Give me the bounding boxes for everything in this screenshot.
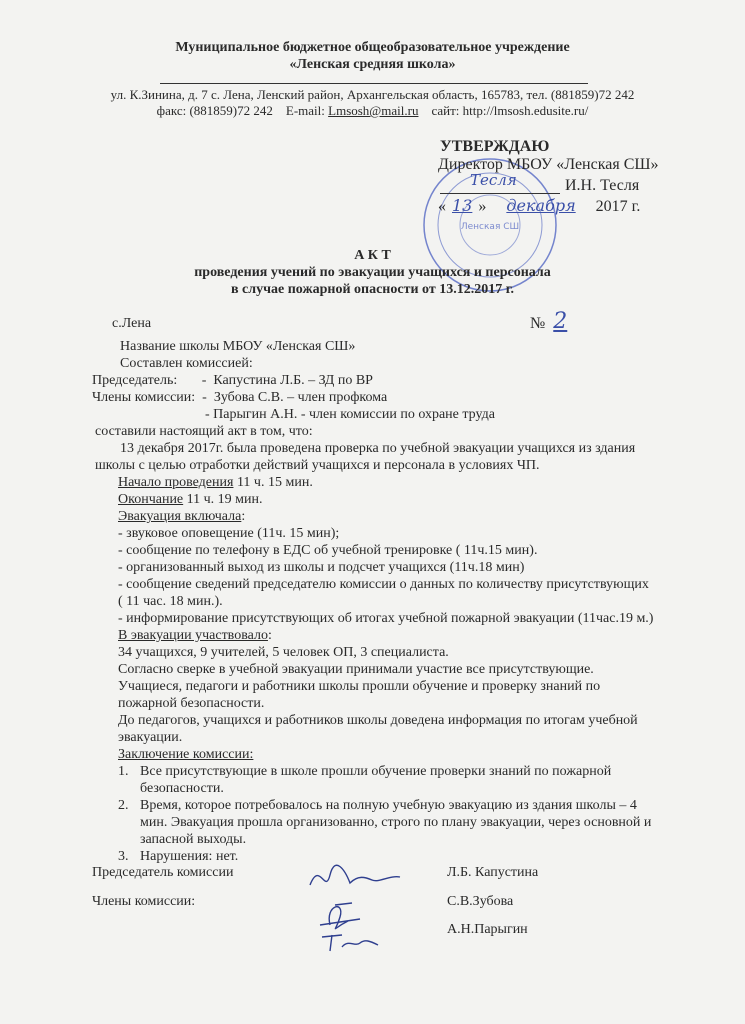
conclusion-num: 2. <box>118 798 129 813</box>
doc-number <box>530 309 581 334</box>
doc-title: А К Т <box>354 248 391 263</box>
participated-label: В эвакуации участвовало <box>118 628 268 643</box>
director-name: И.Н. Тесля <box>565 177 640 194</box>
trained-b: пожарной безопасности. <box>118 696 265 711</box>
conclusion-num: 1. <box>118 764 129 779</box>
paragraph-1b: школы с целью отработки действий учащихся и персонала в условиях ЧП. <box>95 458 540 473</box>
list-item: - информирование присутствующих об итогах учебной пожарной эвакуации (11час.19 м.) <box>118 611 654 626</box>
address: ул. К.Зинина, д. 7 с. Лена, Ленский район, Архангельская область, 165783, тел. (881859)72 242 <box>110 87 635 102</box>
place: с.Лена <box>112 316 152 331</box>
participated-colon: : <box>267 628 272 643</box>
end-time <box>118 491 263 508</box>
school-name: Название школы МБОУ «Ленская СШ» <box>120 339 356 354</box>
composed-by: Составлен комиссией: <box>120 356 253 371</box>
member-2: - Парыгин А.Н. - член комиссии по охране труда <box>205 407 495 422</box>
email-link[interactable]: Lmsosh@mail.ru <box>328 103 419 118</box>
start-time <box>118 474 313 491</box>
members-sign-label: Члены комиссии: <box>92 894 196 909</box>
quote-open: « <box>438 198 446 215</box>
check: Согласно сверке в учебной эвакуации принимали участие все присутствующие. <box>118 662 594 677</box>
composed-act: составили настоящий акт в том, что: <box>95 424 313 439</box>
conclusion-line: мин. Эвакуация прошла организованно, строго по плану эвакуации, через основной и <box>140 815 652 830</box>
header-divider <box>160 83 588 84</box>
date-year: 2017 г. <box>595 198 641 215</box>
director-signature: Тесля <box>470 171 517 189</box>
email-label: E-mail: <box>285 103 325 118</box>
participants: 34 учащихся, 9 учителей, 5 человек ОП, 3 специалиста. <box>118 645 449 660</box>
handwritten-signatures <box>300 855 410 955</box>
chair-sign-label: Председатель комиссии <box>92 865 234 880</box>
approval-title: УТВЕРЖДАЮ <box>440 138 550 155</box>
approval-date <box>438 197 640 215</box>
conclusion-line: запасной выходы. <box>140 832 247 847</box>
chairperson: Председатель: - Капустина Л.Б. – ЗД по ВР <box>92 373 373 388</box>
list-item: - организованный выход из школы и подсчет учащихся (11ч.18 мин) <box>118 560 525 575</box>
doc-subtitle-1: проведения учений по эвакуации учащихся и персонала <box>194 265 551 280</box>
conclusion-num: 3. <box>118 849 129 864</box>
date-day: 13 <box>452 196 473 215</box>
signature-line <box>440 193 560 194</box>
end-label: Окончание <box>118 492 184 507</box>
paragraph-1a: 13 декабря 2017г. была проведена проверка по учебной эвакуации учащихся из здания <box>120 441 636 456</box>
evac-colon: : <box>241 509 246 524</box>
evac-included <box>118 508 245 525</box>
contacts <box>0 102 745 119</box>
member1-sign-name: С.В.Зубова <box>447 894 514 909</box>
number-value: 2 <box>553 309 568 334</box>
approval-position: Директор МБОУ «Ленская СШ» <box>438 156 659 173</box>
svg-text:Ленская СШ: Ленская СШ <box>460 222 520 232</box>
list-item: ( 11 час. 18 мин.). <box>118 594 223 609</box>
start-value: 11 ч. 15 мин. <box>233 475 313 490</box>
informed-b: эвакуации. <box>118 730 183 745</box>
date-month: декабря <box>506 196 576 215</box>
informed-a: До педагогов, учащихся и работников школы доведена информация по итогам учебной <box>118 713 638 728</box>
list-item: - сообщение сведений председателю комиссии о данных по количеству присутствующих <box>118 577 649 592</box>
start-label: Начало проведения <box>118 475 234 490</box>
participated <box>118 627 272 644</box>
list-item: - сообщение по телефону в ЕДС об учебной тренировке ( 11ч.15 мин). <box>118 543 538 558</box>
list-item: - звуковое оповещение (11ч. 15 мин); <box>118 526 340 541</box>
conclusion-line: Все присутствующие в школе прошли обучение проверки знаний по пожарной <box>140 764 612 779</box>
conclusion-line: Нарушения: нет. <box>140 849 239 864</box>
conclusion-line: Время, которое потребовалось на полную учебную эвакуацию из здания школы – 4 <box>140 798 637 813</box>
conclusion-label: Заключение комиссии: <box>118 747 254 762</box>
chair-sign-name: Л.Б. Капустина <box>447 865 539 880</box>
quote-close: » <box>478 198 487 215</box>
evac-label: Эвакуация включала <box>118 509 242 524</box>
doc-subtitle-2: в случае пожарной опасности от 13.12.2017 г. <box>230 282 514 297</box>
member-1: Члены комиссии: - Зубова С.В. – член профкома <box>92 390 388 405</box>
number-label: № <box>530 315 546 332</box>
end-value: 11 ч. 19 мин. <box>183 492 263 507</box>
trained-a: Учащиеся, педагоги и работники школы прошли обучение и проверку знаний по <box>118 679 601 694</box>
member2-sign-name: А.Н.Парыгин <box>447 922 528 937</box>
org-name-line2: «Ленская средняя школа» <box>289 57 456 72</box>
fax: факс: (881859)72 242 <box>156 103 273 118</box>
conclusion-line: безопасности. <box>140 781 224 796</box>
org-name-line1: Муниципальное бюджетное общеобразовательное учреждение <box>175 40 570 55</box>
site: сайт: http://lmsosh.edusite.ru/ <box>431 103 589 118</box>
